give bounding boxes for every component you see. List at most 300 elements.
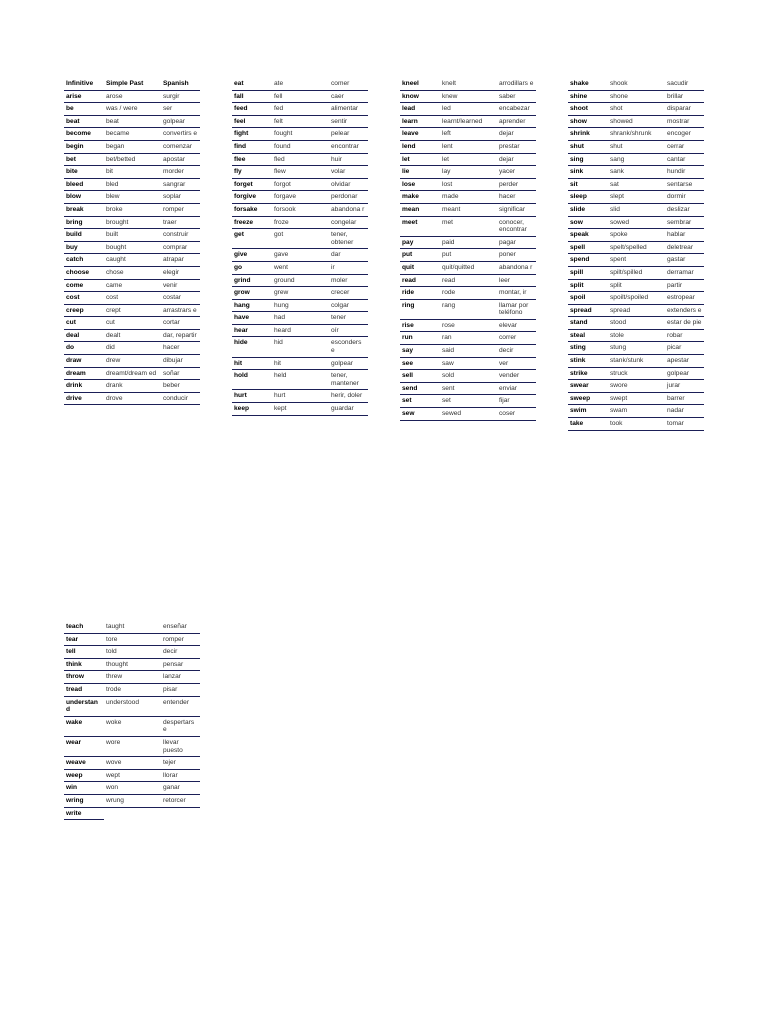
simple-past-cell: said — [440, 345, 497, 358]
spanish-cell: apestar — [665, 355, 704, 368]
infinitive-cell: lead — [400, 103, 440, 116]
spanish-cell: partir — [665, 279, 704, 292]
table-row — [568, 128, 704, 141]
simple-past-cell: lost — [440, 178, 497, 191]
table-row — [232, 191, 368, 204]
spanish-cell: golpear — [329, 357, 368, 370]
infinitive-cell: get — [232, 229, 272, 249]
table-row — [400, 274, 536, 287]
spanish-cell: atrapar — [161, 254, 200, 267]
infinitive-cell: grow — [232, 287, 272, 300]
spanish-cell: tejer — [161, 757, 200, 770]
simple-past-cell: slept — [608, 191, 665, 204]
table-row — [64, 671, 200, 684]
infinitive-cell: hide — [232, 337, 272, 357]
infinitive-cell: strike — [568, 367, 608, 380]
infinitive-cell: hold — [232, 370, 272, 390]
table-row — [64, 103, 200, 116]
table-row — [568, 178, 704, 191]
table-row — [232, 357, 368, 370]
spanish-cell: apostar — [161, 153, 200, 166]
simple-past-cell: swam — [608, 405, 665, 418]
infinitive-cell: have — [232, 312, 272, 325]
infinitive-cell: sleep — [568, 191, 608, 204]
table-row — [64, 140, 200, 153]
table-row — [64, 367, 200, 380]
table-row — [232, 370, 368, 390]
spanish-cell — [161, 807, 200, 820]
infinitive-cell: feed — [232, 103, 272, 116]
spanish-cell: arrastrars e — [161, 304, 200, 317]
simple-past-cell: told — [104, 646, 161, 659]
simple-past-cell: paid — [440, 236, 497, 249]
simple-past-cell: stood — [608, 317, 665, 330]
spanish-cell: dibujar — [161, 355, 200, 368]
infinitive-cell: grind — [232, 274, 272, 287]
infinitive-cell: bite — [64, 166, 104, 179]
spanish-cell: convertirs e — [161, 128, 200, 141]
infinitive-cell: spill — [568, 266, 608, 279]
table-row — [232, 90, 368, 103]
infinitive-cell: see — [400, 357, 440, 370]
infinitive-cell: deal — [64, 329, 104, 342]
infinitive-cell: shake — [568, 78, 608, 90]
spanish-cell: arrodillars e — [497, 78, 536, 90]
spanish-cell: montar, ir — [497, 287, 536, 300]
infinitive-cell: hurt — [232, 390, 272, 403]
table-row — [232, 324, 368, 337]
table-row — [64, 658, 200, 671]
table-row — [400, 153, 536, 166]
infinitive-cell: forget — [232, 178, 272, 191]
table-row — [400, 249, 536, 262]
spanish-cell: abandona r — [329, 203, 368, 216]
simple-past-cell: spoilt/spoiled — [608, 292, 665, 305]
spanish-cell: perdonar — [329, 191, 368, 204]
spanish-cell: soñar — [161, 367, 200, 380]
spanish-cell: ir — [329, 261, 368, 274]
infinitive-cell: fight — [232, 128, 272, 141]
infinitive-cell: sit — [568, 178, 608, 191]
simple-past-cell: shrank/shrunk — [608, 128, 665, 141]
spanish-cell: romper — [161, 633, 200, 646]
simple-past-cell: found — [272, 140, 329, 153]
infinitive-cell: creep — [64, 304, 104, 317]
spanish-cell: dar, repartir — [161, 329, 200, 342]
simple-past-cell: drove — [104, 392, 161, 405]
infinitive-cell: teach — [64, 621, 104, 633]
infinitive-cell: cut — [64, 317, 104, 330]
simple-past-cell: arose — [104, 90, 161, 103]
table-row — [400, 345, 536, 358]
simple-past-cell: woke — [104, 716, 161, 736]
infinitive-cell: slide — [568, 203, 608, 216]
table-row — [568, 392, 704, 405]
infinitive-cell: freeze — [232, 216, 272, 229]
table-row — [64, 329, 200, 342]
table-row — [400, 370, 536, 383]
infinitive-cell: spoil — [568, 292, 608, 305]
simple-past-cell: bit — [104, 166, 161, 179]
table-row — [64, 355, 200, 368]
infinitive-cell: spread — [568, 304, 608, 317]
simple-past-cell: showed — [608, 115, 665, 128]
table-row — [400, 103, 536, 116]
infinitive-cell: build — [64, 229, 104, 242]
infinitive-cell: dream — [64, 367, 104, 380]
infinitive-cell: hit — [232, 357, 272, 370]
spanish-cell: construir — [161, 229, 200, 242]
simple-past-cell: knelt — [440, 78, 497, 90]
table-row — [568, 90, 704, 103]
simple-past-cell: bled — [104, 178, 161, 191]
spanish-cell: congelar — [329, 216, 368, 229]
spanish-cell: tener, obtener — [329, 229, 368, 249]
spanish-cell: crecer — [329, 287, 368, 300]
simple-past-cell: shook — [608, 78, 665, 90]
infinitive-cell: stand — [568, 317, 608, 330]
spanish-cell: picar — [665, 342, 704, 355]
simple-past-cell: drank — [104, 380, 161, 393]
spanish-cell: herir, doler — [329, 390, 368, 403]
infinitive-cell: show — [568, 115, 608, 128]
infinitive-cell: draw — [64, 355, 104, 368]
simple-past-cell: drew — [104, 355, 161, 368]
simple-past-cell: wore — [104, 736, 161, 756]
spanish-cell: prestar — [497, 140, 536, 153]
simple-past-cell: thought — [104, 658, 161, 671]
table-row — [64, 241, 200, 254]
table-row — [64, 115, 200, 128]
infinitive-cell: break — [64, 203, 104, 216]
simple-past-cell: set — [440, 395, 497, 408]
spanish-cell: perder — [497, 178, 536, 191]
infinitive-cell: win — [64, 782, 104, 795]
infinitive-cell: rise — [400, 319, 440, 332]
table-row — [568, 229, 704, 242]
infinitive-cell: meet — [400, 216, 440, 236]
table-row — [64, 794, 200, 807]
simple-past-cell: rode — [440, 287, 497, 300]
simple-past-cell: cost — [104, 292, 161, 305]
simple-past-cell: threw — [104, 671, 161, 684]
simple-past-cell: forgot — [272, 178, 329, 191]
infinitive-cell: spell — [568, 241, 608, 254]
infinitive-cell: come — [64, 279, 104, 292]
spanish-cell: derramar — [665, 266, 704, 279]
spanish-cell: extenders e — [665, 304, 704, 317]
spanish-cell: moler — [329, 274, 368, 287]
simple-past-cell: grew — [272, 287, 329, 300]
simple-past-cell: came — [104, 279, 161, 292]
table-row — [232, 203, 368, 216]
simple-past-cell: began — [104, 140, 161, 153]
verb-table-2 — [232, 78, 368, 416]
simple-past-cell: sent — [440, 382, 497, 395]
simple-past-cell: ground — [272, 274, 329, 287]
simple-past-cell: shut — [608, 140, 665, 153]
spanish-cell: mostrar — [665, 115, 704, 128]
simple-past-cell: bought — [104, 241, 161, 254]
simple-past-cell: slid — [608, 203, 665, 216]
simple-past-cell: got — [272, 229, 329, 249]
table-row — [400, 408, 536, 421]
table-row — [64, 166, 200, 179]
table-header-row — [64, 78, 200, 90]
table-row — [64, 769, 200, 782]
spanish-cell: dar — [329, 249, 368, 262]
simple-past-cell: saw — [440, 357, 497, 370]
simple-past-cell: went — [272, 261, 329, 274]
simple-past-cell: chose — [104, 266, 161, 279]
infinitive-cell: shine — [568, 90, 608, 103]
infinitive-cell: take — [568, 418, 608, 431]
infinitive-cell: split — [568, 279, 608, 292]
table-row — [64, 203, 200, 216]
simple-past-cell: learnt/learned — [440, 115, 497, 128]
simple-past-cell: spent — [608, 254, 665, 267]
spanish-cell: conducir — [161, 392, 200, 405]
table-row — [64, 380, 200, 393]
simple-past-cell: swore — [608, 380, 665, 393]
simple-past-cell: caught — [104, 254, 161, 267]
infinitive-cell: bet — [64, 153, 104, 166]
infinitive-cell: set — [400, 395, 440, 408]
table-row — [400, 90, 536, 103]
table-row — [232, 287, 368, 300]
infinitive-cell: sweep — [568, 392, 608, 405]
table-row — [568, 203, 704, 216]
spanish-cell: conocer, encontrar — [497, 216, 536, 236]
spanish-cell: beber — [161, 380, 200, 393]
spanish-cell: hablar — [665, 229, 704, 242]
simple-past-cell: fed — [272, 103, 329, 116]
table-row — [568, 342, 704, 355]
verb-table-5 — [64, 621, 200, 820]
table-row — [232, 403, 368, 416]
simple-past-cell: had — [272, 312, 329, 325]
table-row — [400, 319, 536, 332]
spanish-cell: disparar — [665, 103, 704, 116]
table-row — [64, 683, 200, 696]
spanish-cell: yacer — [497, 166, 536, 179]
table-row — [400, 332, 536, 345]
infinitive-cell: write — [64, 807, 104, 820]
spanish-cell: ser — [161, 103, 200, 116]
simple-past-cell: forsook — [272, 203, 329, 216]
spanish-cell: comprar — [161, 241, 200, 254]
table-row — [64, 757, 200, 770]
simple-past-cell: gave — [272, 249, 329, 262]
table-row — [232, 216, 368, 229]
verb-table-1 — [64, 78, 200, 405]
infinitive-cell: do — [64, 342, 104, 355]
table-row — [232, 390, 368, 403]
spanish-cell: abandona r — [497, 261, 536, 274]
table-row — [400, 191, 536, 204]
infinitive-cell: begin — [64, 140, 104, 153]
infinitive-cell: fly — [232, 166, 272, 179]
simple-past-cell: heard — [272, 324, 329, 337]
spanish-cell: fijar — [497, 395, 536, 408]
table-row — [568, 266, 704, 279]
spanish-cell: olvidar — [329, 178, 368, 191]
spanish-cell: vender — [497, 370, 536, 383]
simple-past-cell: won — [104, 782, 161, 795]
spanish-cell: llevar puesto — [161, 736, 200, 756]
infinitive-cell: ride — [400, 287, 440, 300]
simple-past-cell: forgave — [272, 191, 329, 204]
simple-past-cell: fought — [272, 128, 329, 141]
spanish-cell: correr — [497, 332, 536, 345]
simple-past-cell: sat — [608, 178, 665, 191]
spanish-cell: soplar — [161, 191, 200, 204]
infinitive-cell: sell — [400, 370, 440, 383]
infinitive-cell: tread — [64, 683, 104, 696]
table-row — [232, 103, 368, 116]
infinitive-cell: wear — [64, 736, 104, 756]
table-row — [64, 716, 200, 736]
simple-past-cell: held — [272, 370, 329, 390]
table-row — [64, 646, 200, 659]
infinitive-cell: read — [400, 274, 440, 287]
simple-past-cell: sang — [608, 153, 665, 166]
spanish-cell: llorar — [161, 769, 200, 782]
spanish-cell: pisar — [161, 683, 200, 696]
infinitive-cell: stink — [568, 355, 608, 368]
spanish-cell: pensar — [161, 658, 200, 671]
spanish-cell: hacer — [497, 191, 536, 204]
spanish-cell: enviar — [497, 382, 536, 395]
infinitive-cell: think — [64, 658, 104, 671]
spanish-cell: guardar — [329, 403, 368, 416]
simple-past-cell: hit — [272, 357, 329, 370]
simple-past-cell: built — [104, 229, 161, 242]
table-row — [400, 382, 536, 395]
simple-past-cell: wove — [104, 757, 161, 770]
table-row — [64, 807, 200, 820]
table-row — [64, 342, 200, 355]
infinitive-cell: become — [64, 128, 104, 141]
infinitive-cell: run — [400, 332, 440, 345]
spanish-cell: colgar — [329, 299, 368, 312]
simple-past-cell: knew — [440, 90, 497, 103]
spanish-cell: encontrar — [329, 140, 368, 153]
table-row — [232, 115, 368, 128]
table-row — [64, 90, 200, 103]
infinitive-cell: find — [232, 140, 272, 153]
spanish-cell: cortar — [161, 317, 200, 330]
spanish-cell: estar de pie — [665, 317, 704, 330]
table-row — [232, 140, 368, 153]
infinitive-cell: forsake — [232, 203, 272, 216]
infinitive-cell: keep — [232, 403, 272, 416]
table-row — [568, 367, 704, 380]
table-row — [232, 337, 368, 357]
header-spanish: Spanish — [161, 78, 200, 90]
infinitive-cell: lie — [400, 166, 440, 179]
table-row — [232, 178, 368, 191]
spanish-cell: huir — [329, 153, 368, 166]
simple-past-cell: struck — [608, 367, 665, 380]
infinitive-cell: learn — [400, 115, 440, 128]
table-row — [232, 274, 368, 287]
infinitive-cell: sink — [568, 166, 608, 179]
spanish-cell: pelear — [329, 128, 368, 141]
spanish-cell: elegir — [161, 266, 200, 279]
spanish-cell: surgir — [161, 90, 200, 103]
simple-past-cell: fled — [272, 153, 329, 166]
table-row — [568, 115, 704, 128]
simple-past-cell: froze — [272, 216, 329, 229]
table-row — [568, 216, 704, 229]
spanish-cell: tener, mantener — [329, 370, 368, 390]
simple-past-cell — [104, 807, 161, 820]
spanish-cell: elevar — [497, 319, 536, 332]
table-row — [64, 633, 200, 646]
table-row — [568, 191, 704, 204]
table-row — [400, 236, 536, 249]
table-row — [232, 166, 368, 179]
spanish-cell: brillar — [665, 90, 704, 103]
infinitive-cell: understan d — [64, 696, 104, 716]
header-infinitive: Infinitive — [64, 78, 104, 90]
table-row — [64, 128, 200, 141]
table-row — [64, 254, 200, 267]
spanish-cell: pagar — [497, 236, 536, 249]
simple-past-cell: meant — [440, 203, 497, 216]
simple-past-cell: wept — [104, 769, 161, 782]
spanish-cell: morder — [161, 166, 200, 179]
simple-past-cell: hurt — [272, 390, 329, 403]
simple-past-cell: sewed — [440, 408, 497, 421]
spanish-cell: dejar — [497, 153, 536, 166]
table-row — [232, 312, 368, 325]
infinitive-cell: wring — [64, 794, 104, 807]
table-row — [232, 261, 368, 274]
infinitive-cell: speak — [568, 229, 608, 242]
header-simple-past: Simple Past — [104, 78, 161, 90]
table-row — [232, 229, 368, 249]
spanish-cell: deslizar — [665, 203, 704, 216]
infinitive-cell: shut — [568, 140, 608, 153]
spanish-cell: entender — [161, 696, 200, 716]
infinitive-cell: let — [400, 153, 440, 166]
spanish-cell: romper — [161, 203, 200, 216]
spanish-cell: ganar — [161, 782, 200, 795]
table-row — [568, 78, 704, 90]
infinitive-cell: quit — [400, 261, 440, 274]
table-row — [568, 254, 704, 267]
spanish-cell: lanzar — [161, 671, 200, 684]
spanish-cell: sacudir — [665, 78, 704, 90]
spanish-cell: poner — [497, 249, 536, 262]
infinitive-cell: hang — [232, 299, 272, 312]
simple-past-cell: stole — [608, 329, 665, 342]
table-row — [400, 261, 536, 274]
infinitive-cell: weep — [64, 769, 104, 782]
simple-past-cell: fell — [272, 90, 329, 103]
simple-past-cell: rose — [440, 319, 497, 332]
simple-past-cell: led — [440, 103, 497, 116]
simple-past-cell: felt — [272, 115, 329, 128]
infinitive-cell: lend — [400, 140, 440, 153]
infinitive-cell: tear — [64, 633, 104, 646]
simple-past-cell: beat — [104, 115, 161, 128]
simple-past-cell: swept — [608, 392, 665, 405]
table-row — [568, 292, 704, 305]
spanish-cell: tener — [329, 312, 368, 325]
